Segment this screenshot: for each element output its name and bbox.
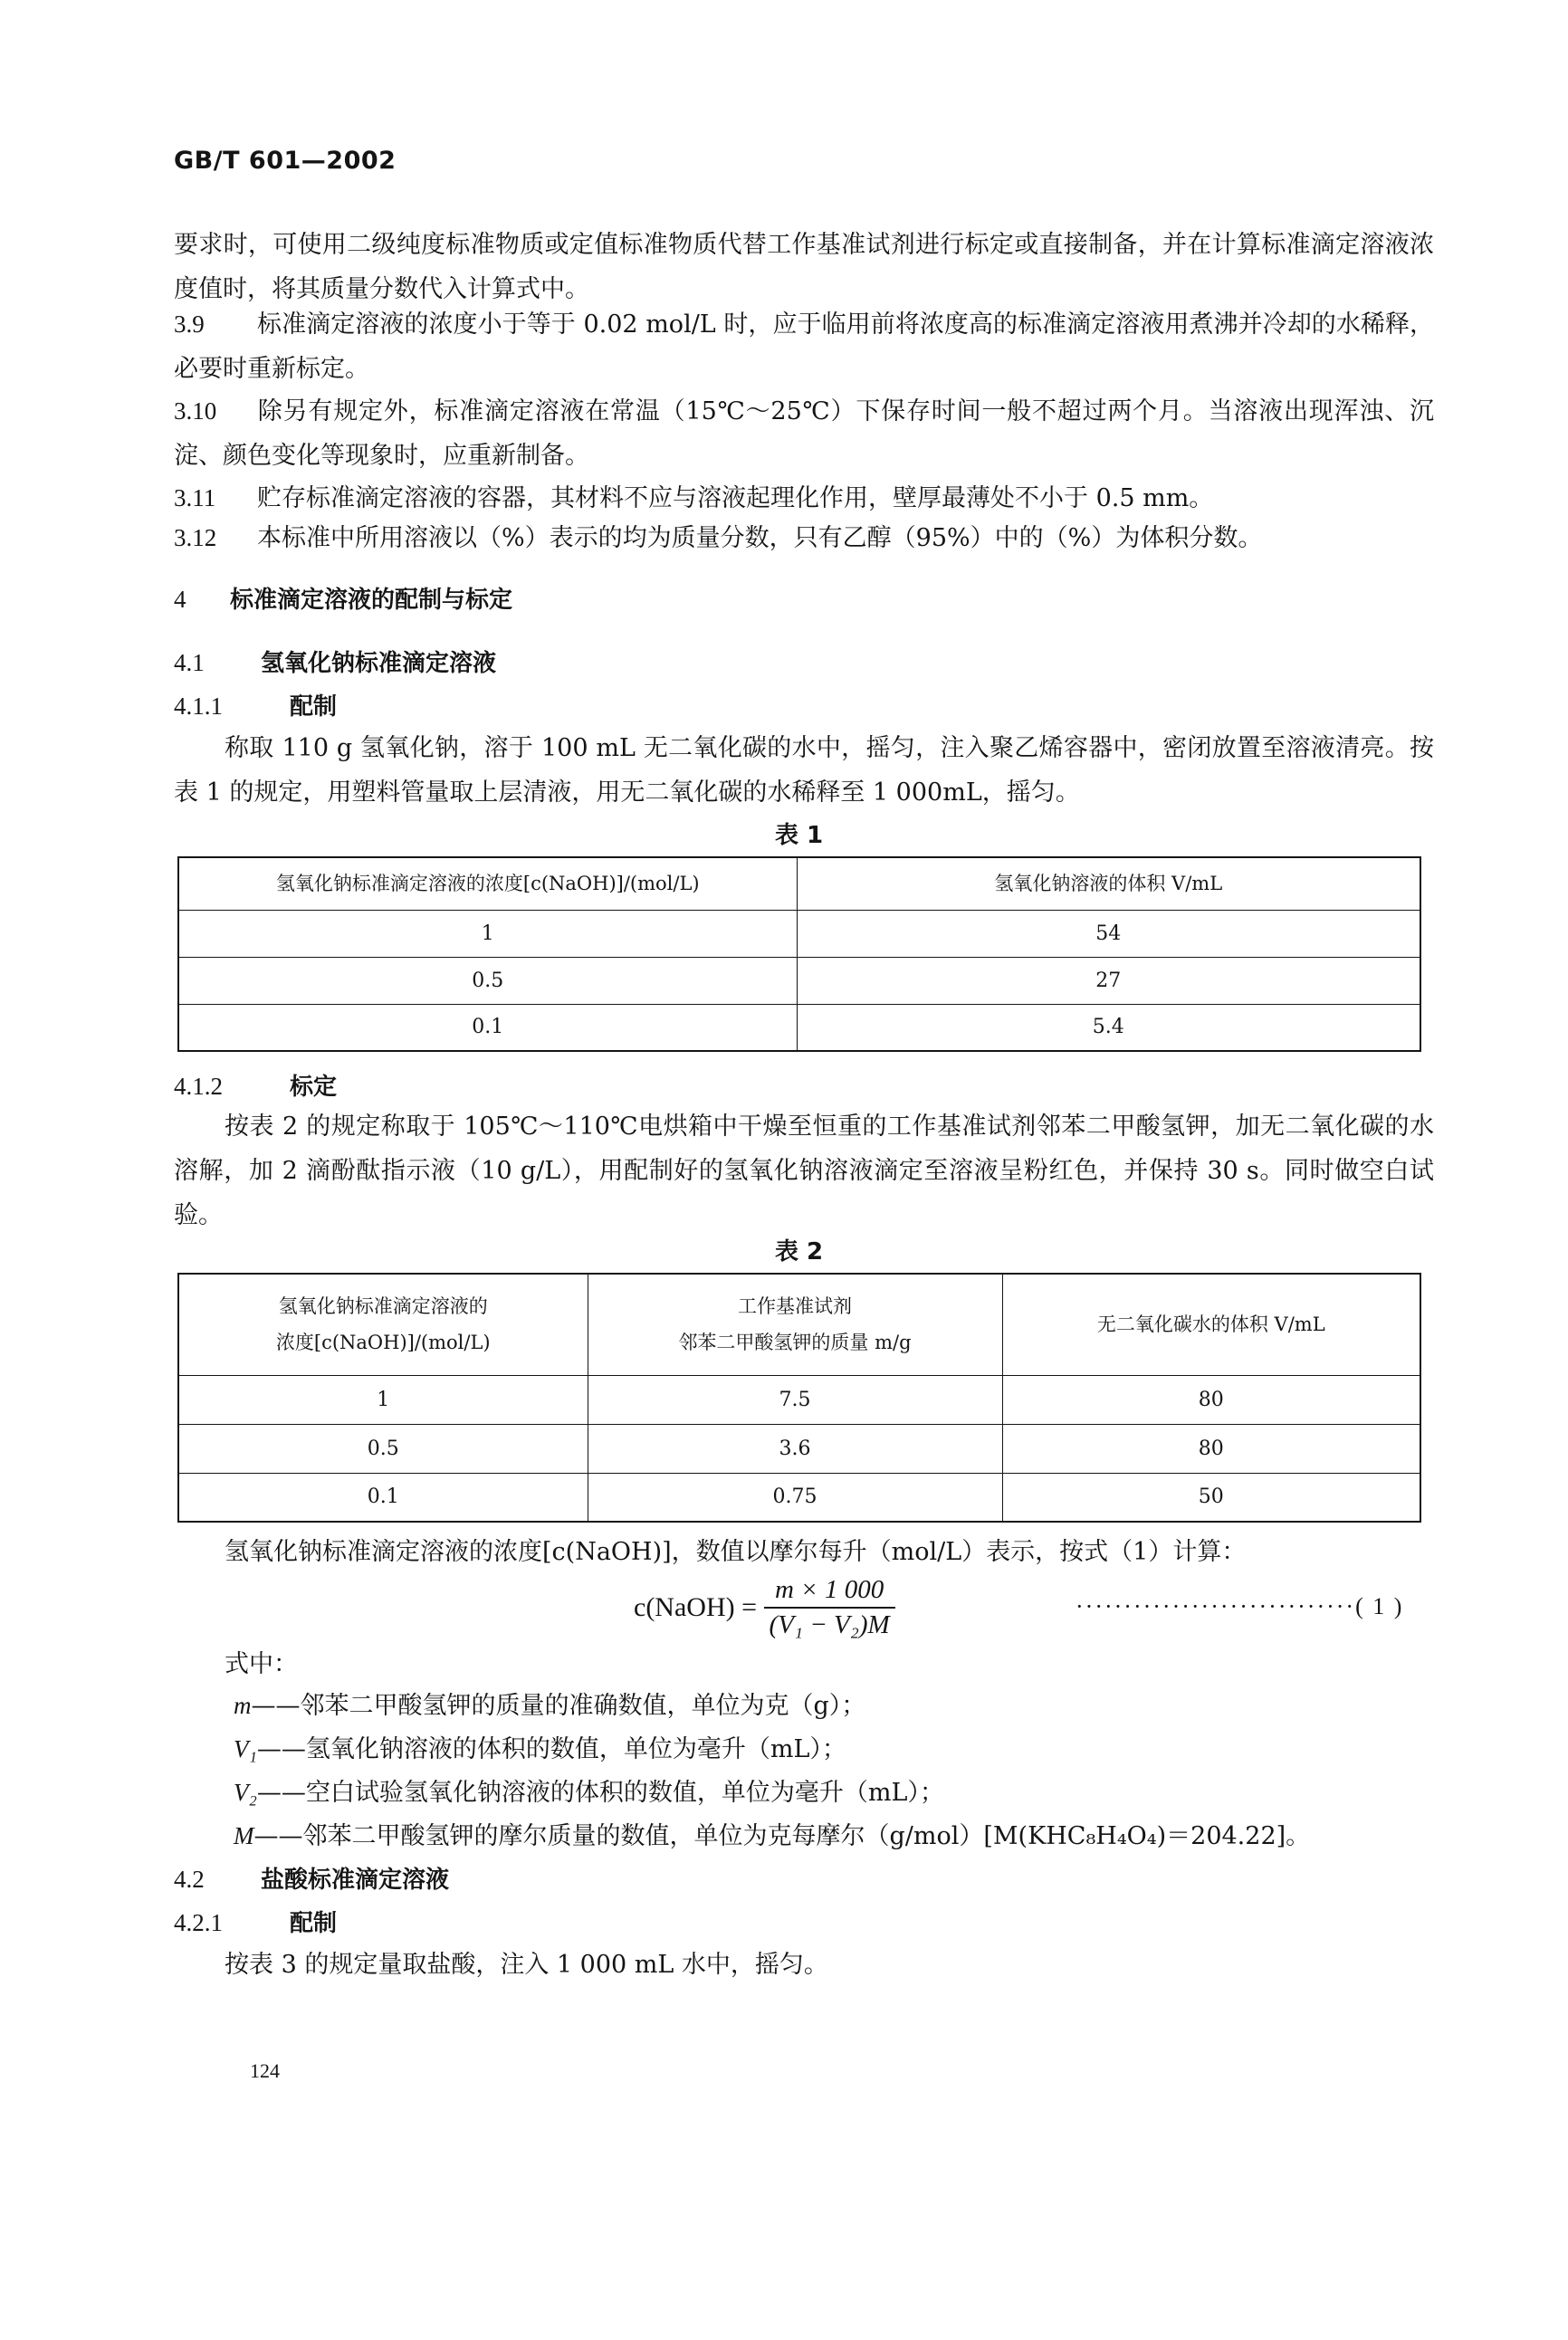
formula-denominator: (V₁ − V₂)M [764,1607,895,1640]
variable-definition [234,1772,944,1808]
table-cell: 80 [1002,1375,1420,1424]
heading-number: 4.1 [174,649,205,676]
heading-text: 配制 [290,1910,338,1937]
heading-4-2-1 [174,1905,337,1938]
where-label: 式中： [225,1650,298,1678]
heading-4-2 [174,1861,449,1895]
leader-dots: ····························· [1076,1593,1356,1619]
table-header-cell: 工作基准试剂 邻苯二甲酸氢钾的质量 m/g [588,1274,1002,1375]
table-cell: 3.6 [588,1424,1002,1473]
table-cell: 0.1 [178,1004,797,1051]
paragraph-3-8-continued: 要求时，可使用二级纯度标准物质或定值标准物质代替工作基准试剂进行标定或直接制备，并在计算标准滴定溶液浓度值时，将其质量分数代入计算式中。 [174,231,1434,303]
clause-number: 3.9 [174,310,205,338]
heading-number: 4.2.1 [174,1909,223,1936]
table-2 [177,1273,1421,1523]
table-1 [177,856,1421,1052]
clause-number: 3.10 [174,397,217,425]
table-row [178,1473,1420,1522]
table-cell: 5.4 [797,1004,1420,1051]
paragraph-calculation: 氢氧化钠标准滴定溶液的浓度[c(NaOH)]，数值以摩尔每升（mol/L）表示，按式（1）计算： [225,1538,1247,1566]
table-header-cell: 氢氧化钠标准滴定溶液的 浓度[c(NaOH)]/(mol/L) [178,1274,588,1375]
table-cell: 0.1 [178,1473,588,1522]
page-number: 124 [250,2059,280,2082]
heading-text: 配制 [290,693,338,721]
paragraph-3-11 [174,476,1434,521]
heading-number: 4.1.2 [174,1073,223,1100]
clause-number: 3.12 [174,524,217,551]
clause-text: 除另有规定外，标准滴定溶液在常温（15℃～25℃）下保存时间一般不超过两个月。当溶液出现浑浊、沉淀、颜色变化等现象时，应重新制备。 [174,397,1434,470]
clause-text: 本标准中所用溶液以（%）表示的均为质量分数，只有乙醇（95%）中的（%）为体积分数。 [257,524,1263,552]
heading-text: 标准滴定溶液的配制与标定 [230,587,513,614]
paragraph-4-2-1: 按表 3 的规定量取盐酸，注入 1 000 mL 水中，摇匀。 [225,1951,828,1979]
table-row [178,957,1420,1004]
variable-definition [234,1729,846,1764]
variable-description: ——邻苯二甲酸氢钾的摩尔质量的数值，单位为克每摩尔（g/mol）[M(KHC₈H₄O₄)＝204.22]。 [253,1822,1311,1850]
heading-4 [174,581,512,615]
paragraph-3-12 [174,516,1434,560]
variable-symbol: M [234,1822,254,1849]
table-header-row [178,857,1420,910]
formula-numerator: m × 1 000 [774,1575,884,1604]
table-header-cell: 无二氧化碳水的体积 V/mL [1002,1274,1420,1375]
clause-text: 标准滴定溶液的浓度小于等于 0.02 mol/L 时，应于临用前将浓度高的标准滴定溶液用煮沸并冷却的水稀释，必要时重新标定。 [174,310,1434,383]
heading-4-1 [174,645,496,678]
table-cell: 0.5 [178,1424,588,1473]
heading-4-1-2 [174,1068,337,1102]
variable-definition [234,1686,865,1721]
table-header-cell: 氢氧化钠溶液的体积 V/mL [797,857,1420,910]
table-row [178,1424,1420,1473]
formula-1 [634,1575,895,1640]
table-cell: 27 [797,957,1420,1004]
table-cell: 80 [1002,1424,1420,1473]
table-cell: 7.5 [588,1375,1002,1424]
table-cell: 1 [178,910,797,957]
table-cell: 0.5 [178,957,797,1004]
formula-fraction [764,1575,895,1640]
table-row [178,910,1420,957]
table-cell: 1 [178,1375,588,1424]
table-row [178,1375,1420,1424]
table-1-caption: 表 1 [775,822,824,849]
table-2-caption: 表 2 [775,1238,824,1266]
heading-number: 4.2 [174,1866,205,1893]
formula-number: ( 1 ) [1355,1593,1404,1619]
heading-4-1-1 [174,688,337,721]
table-cell: 54 [797,910,1420,957]
clause-number: 3.11 [174,484,216,511]
paragraph-3-10 [174,389,1434,478]
heading-number: 4 [174,586,186,613]
paragraph-4-1-1: 称取 110 g 氢氧化钠，溶于 100 mL 无二氧化碳的水中，摇匀，注入聚乙烯容器中，密闭放置至溶液清亮。按表 1 的规定，用塑料管量取上层清液，用无二氧化碳的水稀释至 1 000mL，摇匀。 [174,734,1434,807]
variable-definition [234,1816,1310,1851]
variable-symbol: V₁ [234,1735,257,1762]
table-cell: 50 [1002,1473,1420,1522]
formula-lhs: c(NaOH) = [634,1592,758,1622]
variable-symbol: m [234,1692,252,1719]
standard-code: GB/T 601—2002 [174,147,397,175]
heading-text: 标定 [290,1074,338,1101]
paragraph-3-9 [174,302,1434,391]
variable-symbol: V₂ [234,1779,257,1806]
table-row [178,1004,1420,1051]
heading-number: 4.1.1 [174,692,223,720]
heading-text: 氢氧化钠标准滴定溶液 [261,650,497,677]
heading-text: 盐酸标准滴定溶液 [261,1867,450,1894]
variable-description: ——空白试验氢氧化钠溶液的体积的数值，单位为毫升（mL）； [256,1779,944,1807]
table-header-row [178,1274,1420,1375]
table-header-cell: 氢氧化钠标准滴定溶液的浓度[c(NaOH)]/(mol/L) [178,857,797,910]
paragraph-4-1-2: 按表 2 的规定称取于 105℃～110℃电烘箱中干燥至恒重的工作基准试剂邻苯二甲酸氢钾，加无二氧化碳的水溶解，加 2 滴酚酞指示液（10 g/L），用配制好的氢氧化钠溶液滴定至溶液呈粉红色，并保持 30 s。同时做空白试验。 [174,1113,1434,1229]
clause-text: 贮存标准滴定溶液的容器，其材料不应与溶液起理化作用，壁厚最薄处不小于 0.5 mm。 [257,484,1214,512]
variable-description: ——氢氧化钠溶液的体积的数值，单位为毫升（mL）； [256,1735,846,1763]
variable-description: ——邻苯二甲酸氢钾的质量的准确数值，单位为克（g）； [251,1692,866,1720]
table-cell: 0.75 [588,1473,1002,1522]
formula-leader [1076,1593,1403,1620]
